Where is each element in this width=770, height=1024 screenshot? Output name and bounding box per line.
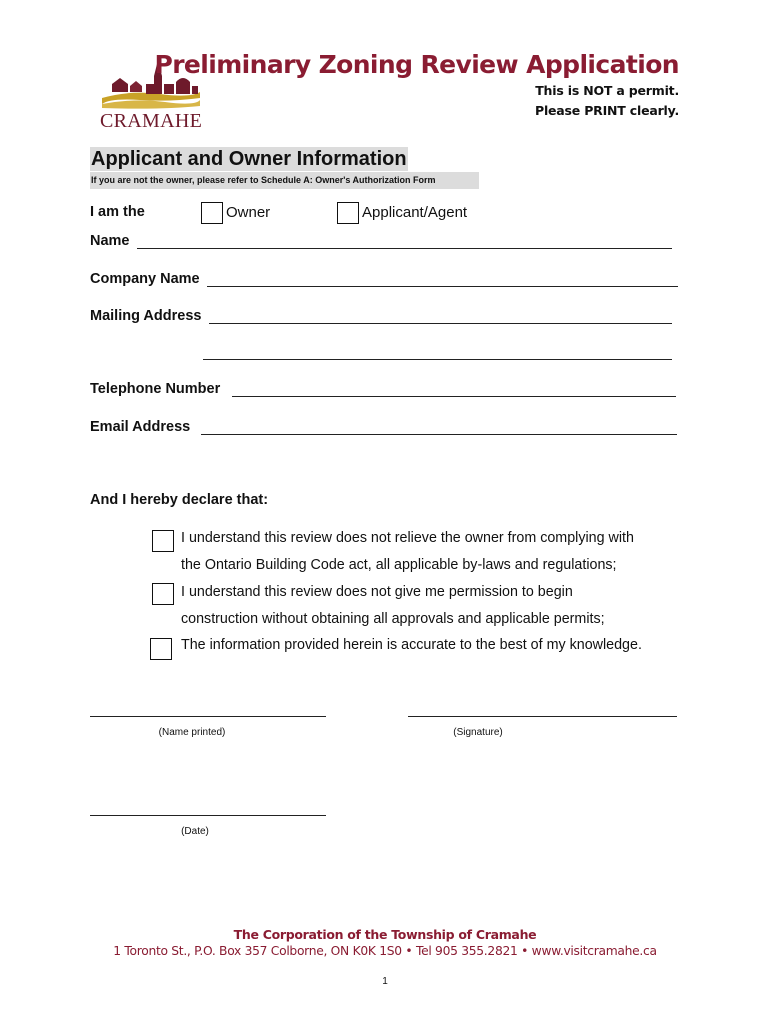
logo-wordmark: CRAMAHE — [100, 110, 203, 132]
applicant-agent-option-label: Applicant/Agent — [362, 204, 468, 221]
footer-organization: The Corporation of the Township of Cramahe — [233, 927, 537, 942]
print-clearly-notice: Please PRINT clearly. — [534, 103, 679, 118]
not-permit-notice: This is NOT a permit. — [535, 83, 679, 98]
section-heading: Applicant and Owner Information — [91, 148, 407, 170]
footer-address: 1 Toronto St., P.O. Box 357 Colborne, ON K0K 1S0 • Tel 905 355.2821 • www.visitcramahe.ca — [113, 944, 657, 958]
declaration-1-line2: the Ontario Building Code act, all applicable by-laws and regulations; — [181, 557, 617, 573]
i-am-the-label: I am the — [90, 204, 145, 220]
email-field[interactable] — [201, 421, 677, 435]
name-label: Name — [90, 233, 130, 249]
signature-caption: (Signature) — [453, 727, 503, 738]
owner-checkbox[interactable] — [201, 202, 223, 224]
section-note: If you are not the owner, please refer to Schedule A: Owner's Authorization Form — [90, 172, 479, 189]
mailing-address-label: Mailing Address — [90, 308, 202, 324]
company-name-field[interactable] — [207, 273, 678, 287]
date-field[interactable] — [90, 802, 326, 816]
company-name-label: Company Name — [90, 271, 200, 287]
page-title: Preliminary Zoning Review Application — [154, 50, 679, 79]
applicant-agent-checkbox[interactable] — [337, 202, 359, 224]
declaration-1-line1: I understand this review does not relieve the owner from complying with — [181, 530, 634, 546]
name-printed-caption: (Name printed) — [158, 727, 226, 738]
telephone-label: Telephone Number — [90, 381, 221, 397]
name-field[interactable] — [137, 235, 672, 249]
page-number: 1 — [382, 976, 388, 987]
owner-option-label: Owner — [226, 204, 271, 221]
declaration-heading: And I hereby declare that: — [90, 492, 269, 508]
email-label: Email Address — [90, 419, 191, 435]
mailing-address-field-line2[interactable] — [203, 346, 672, 360]
declaration-2-line1: I understand this review does not give me permission to begin — [181, 584, 573, 600]
declaration-3-text: The information provided herein is accurate to the best of my knowledge. — [181, 637, 642, 653]
signature-field[interactable] — [408, 703, 677, 717]
declaration-1-checkbox[interactable] — [152, 530, 174, 552]
declaration-2-line2: construction without obtaining all approvals and applicable permits; — [181, 611, 605, 627]
name-printed-field[interactable] — [90, 703, 326, 717]
telephone-field[interactable] — [232, 383, 676, 397]
mailing-address-field-line1[interactable] — [209, 310, 672, 324]
declaration-2-checkbox[interactable] — [152, 583, 174, 605]
declaration-3-checkbox[interactable] — [150, 638, 172, 660]
date-caption: (Date) — [181, 826, 209, 837]
